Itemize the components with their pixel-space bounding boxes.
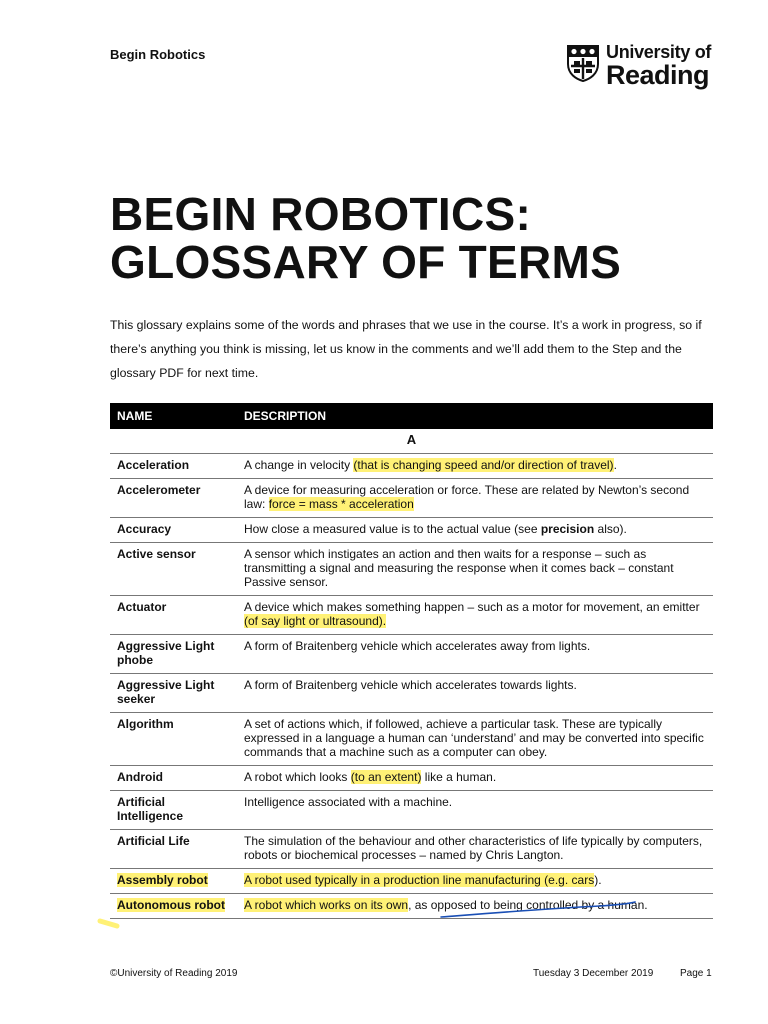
term-description [238,518,713,543]
term-description: A set of actions which, if followed, achieve a particular task. These are typically expressed in a language a human can ‘understand’ and may be converted into specific commands that a machine such as a computer can obey. [238,713,713,766]
highlighted-text: A robot used typically in a production line manufacturing (e.g. cars [244,873,595,887]
term-description [238,479,713,518]
highlighted-text: (to an extent) [350,770,422,784]
description-tail: . [613,458,617,472]
footer-page-number: Page 1 [680,968,712,979]
highlighted-term: Autonomous robot [117,898,225,912]
intro-paragraph: This glossary explains some of the words and phrases that we use in the course. It’s a work in progress, so if there’s anything you think is missing, let us know in the comments and we’ll add them to the Step and the glossary PDF for next time. [110,318,702,380]
term-name: Artificial Life [110,830,238,869]
term-description [238,869,713,894]
footer-date: Tuesday 3 December 2019 [533,968,654,979]
term-description: A form of Braitenberg vehicle which accelerates away from lights. [238,635,713,674]
term-name: Acceleration [110,454,238,479]
description-text: A robot which looks [244,770,351,784]
highlighted-text: A robot which works on its own [244,898,409,912]
bold-term: precision [540,522,595,536]
description-text: A change in velocity [244,458,354,472]
term-name [110,869,238,894]
term-description: A sensor which instigates an action and then waits for a response – such as transmitting a signal and measuring the response when it comes back – constant Passive sensor. [238,543,713,596]
title-line1: BEGIN ROBOTICS: [110,188,532,240]
section-letter: A [110,429,713,454]
table-row [110,454,713,479]
term-description [238,894,713,919]
term-name: Accelerometer [110,479,238,518]
description-text: A device for measuring acceleration or force. These are related by Newton’s second law: [244,483,690,511]
term-description: Intelligence associated with a machine. [238,791,713,830]
term-description [238,454,713,479]
table-row [110,596,713,635]
highlighter-tick-mark [100,921,117,926]
table-row [110,635,713,674]
term-description: A form of Braitenberg vehicle which accelerates towards lights. [238,674,713,713]
term-name [110,894,238,919]
term-name: Active sensor [110,543,238,596]
page-title [110,190,621,286]
table-row [110,830,713,869]
description-text: A device which makes something happen – such as a motor for movement, an emitter [244,600,700,614]
section-letter-row [110,429,713,454]
highlighted-text: (of say light or ultrasound). [244,614,387,628]
term-description: The simulation of the behaviour and other characteristics of life typically by computers, robots or biochemical processes – named by Chris Langton. [238,830,713,869]
highlighted-text: (that is changing speed and/or direction of travel) [353,458,614,472]
footer-copyright: ©University of Reading 2019 [110,968,238,979]
term-description [238,766,713,791]
description-tail: also). [594,522,627,536]
document-header-course: Begin Robotics [110,47,206,62]
term-name: Artificial Intelligence [110,791,238,830]
logo-text-line1: University of [606,42,712,62]
table-row [110,791,713,830]
column-header-description: DESCRIPTION [238,403,713,429]
title-line2: GLOSSARY OF TERMS [110,236,622,288]
table-row [110,894,713,919]
table-row [110,518,713,543]
term-name: Android [110,766,238,791]
term-name: Accuracy [110,518,238,543]
table-row [110,479,713,518]
term-description [238,596,713,635]
table-header-row [110,403,713,429]
description-text: How close a measured value is to the actual value (see [244,522,541,536]
term-name: Aggressive Light seeker [110,674,238,713]
table-row [110,713,713,766]
table-row [110,869,713,894]
column-header-name: NAME [110,403,238,429]
term-name: Algorithm [110,713,238,766]
university-logo [566,42,726,94]
crest-icon [566,44,600,82]
glossary-table [110,403,713,919]
description-tail: like a human. [421,770,497,784]
table-row [110,674,713,713]
highlighted-term: Assembly robot [117,873,208,887]
term-name: Aggressive Light phobe [110,635,238,674]
logo-text-line2: Reading [606,60,710,90]
table-row [110,543,713,596]
term-name: Actuator [110,596,238,635]
description-tail: , as opposed to being controlled by a human. [408,898,648,912]
table-row [110,766,713,791]
highlighted-text: force = mass * acceleration [268,497,414,511]
description-tail: ). [594,873,602,887]
